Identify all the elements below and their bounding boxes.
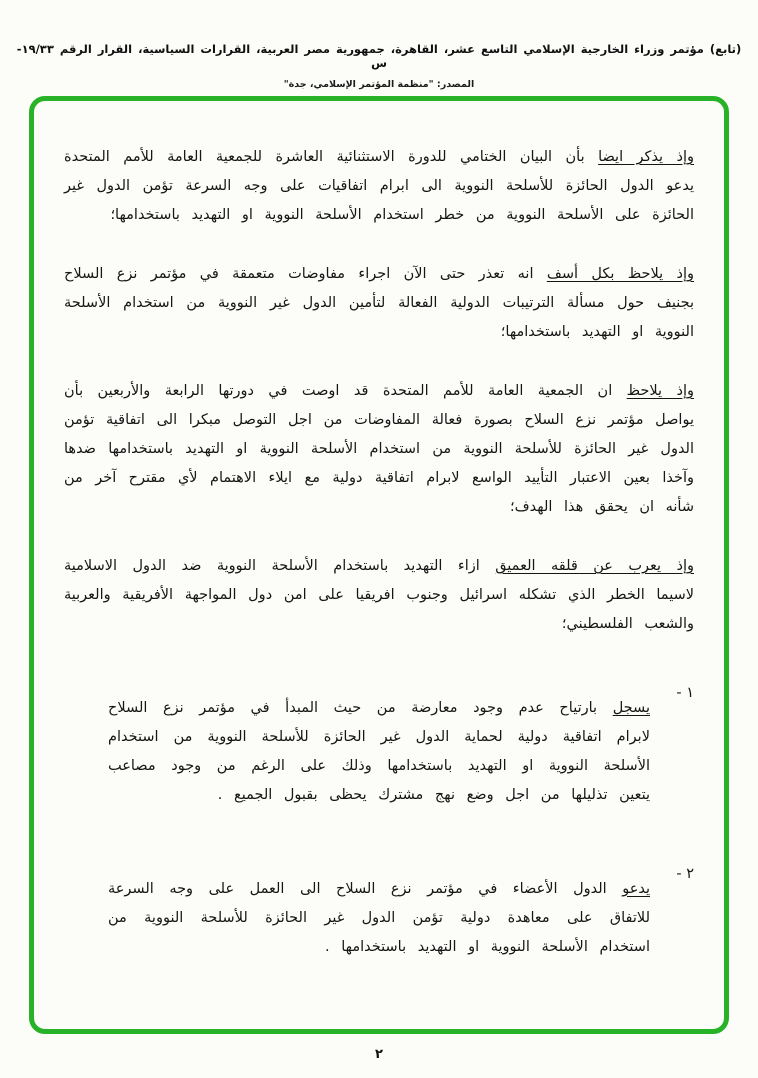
paragraph-lead: وإذ يذكر ايضا [598, 149, 695, 165]
item-lead: يدعو [622, 880, 650, 897]
item-text [108, 875, 650, 962]
paragraph-body: بأن البيان الختامي للدورة الاستثنائية العاشرة للجمعية العامة للأمم المتحدة يدعو الدول الحائزة للأسلحة النووية الى ابرام اتفاقيات على وجه السرعة تؤمن الدول غير الحائزة على الأسلحة النووية من خطر استخدام الأسلحة النووية او التهديد باستخدامها؛ [64, 149, 694, 223]
header-title-line: (تابع) مؤتمر وزراء الخارجية الإسلامي التاسع عشر، القاهرة، جمهورية مصر العربية، القرارات السياسية، القرار الرقم ١٩/٣٣-س [16, 42, 742, 70]
paragraph-lead: وإذ يعرب عن قلقه العميق [495, 558, 694, 574]
header-source-line: المصدر: "منظمة المؤتمر الإسلامي، جدة" [283, 79, 475, 90]
item-number: ١ - [676, 685, 694, 701]
numbered-item-1 [64, 679, 694, 824]
paragraph-body: ازاء التهديد باستخدام الأسلحة النووية ضد الدول الاسلامية لاسيما الخطر الذي تشكله اسرائيل وجنوب افريقيا على امن دول المواجهة الأفريقية والعربية والشعب الفلسطيني؛ [64, 558, 694, 632]
paragraph-lead: وإذ يلاحظ [626, 383, 695, 399]
paragraph-lead: وإذ يلاحظ بكل أسف [546, 266, 695, 282]
preamble-paragraph-2 [64, 260, 694, 347]
item-body-text: بارتياح عدم وجود معارضة من حيث المبدأ في مؤتمر نزع السلاح لابرام اتفاقية دولية لحماية الدول غير الحائزة للأسلحة النووية من استخدام الأسلحة النووية او التهديد باستخدامها وذلك على الرغم من وجود مصاعب يتعين تذليلها من اجل وضع نهج مشترك يحظى بقبول الجميع . [108, 699, 650, 803]
item-body-text: الدول الأعضاء في مؤتمر نزع السلاح الى العمل على وجه السرعة للاتفاق على معاهدة دولية تؤمن الدول غير الحائزة للأسلحة النووية من استخدام الأسلحة النووية او التهديد باستخدامها . [108, 880, 650, 955]
numbered-clauses [64, 679, 694, 976]
document-header [0, 0, 758, 90]
item-number: ٢ - [676, 866, 694, 882]
preamble-paragraph-4 [64, 552, 694, 639]
paragraph-body: ان الجمعية العامة للأمم المتحدة قد اوصت في دورتها الرابعة والأربعين بأن يواصل مؤتمر نزع السلاح بصورة فعالة المفاوضات من اجل التوصل مبكرا الى اتفاقية تؤمن الدول غير الحائزة للأسلحة النووية من استخدام الأسلحة النووية او التهديد باستخدامها ضدها وآخذا بعين الاعتبار التأييد الواسع لابرام اتفاقية دولية مع ايلاء الاهتمام لأي مقترح آخر من شأنه ان يحقق هذا الهدف؛ [64, 383, 694, 515]
preamble-paragraph-3 [64, 377, 694, 522]
item-lead: يسجل [612, 699, 650, 716]
item-text [108, 694, 650, 810]
content-frame [29, 96, 729, 1034]
page-number: ٢ [375, 1047, 383, 1062]
paragraph-body: انه تعذر حتى الآن اجراء مفاوضات متعمقة في مؤتمر نزع السلاح بجنيف حول مسألة الترتيبات الدولية الفعالة لتأمين الدول غير النووية من استخدام الأسلحة النووية او التهديد باستخدامها؛ [64, 266, 694, 340]
numbered-item-2 [64, 860, 694, 976]
preamble-paragraph-1 [64, 143, 694, 230]
